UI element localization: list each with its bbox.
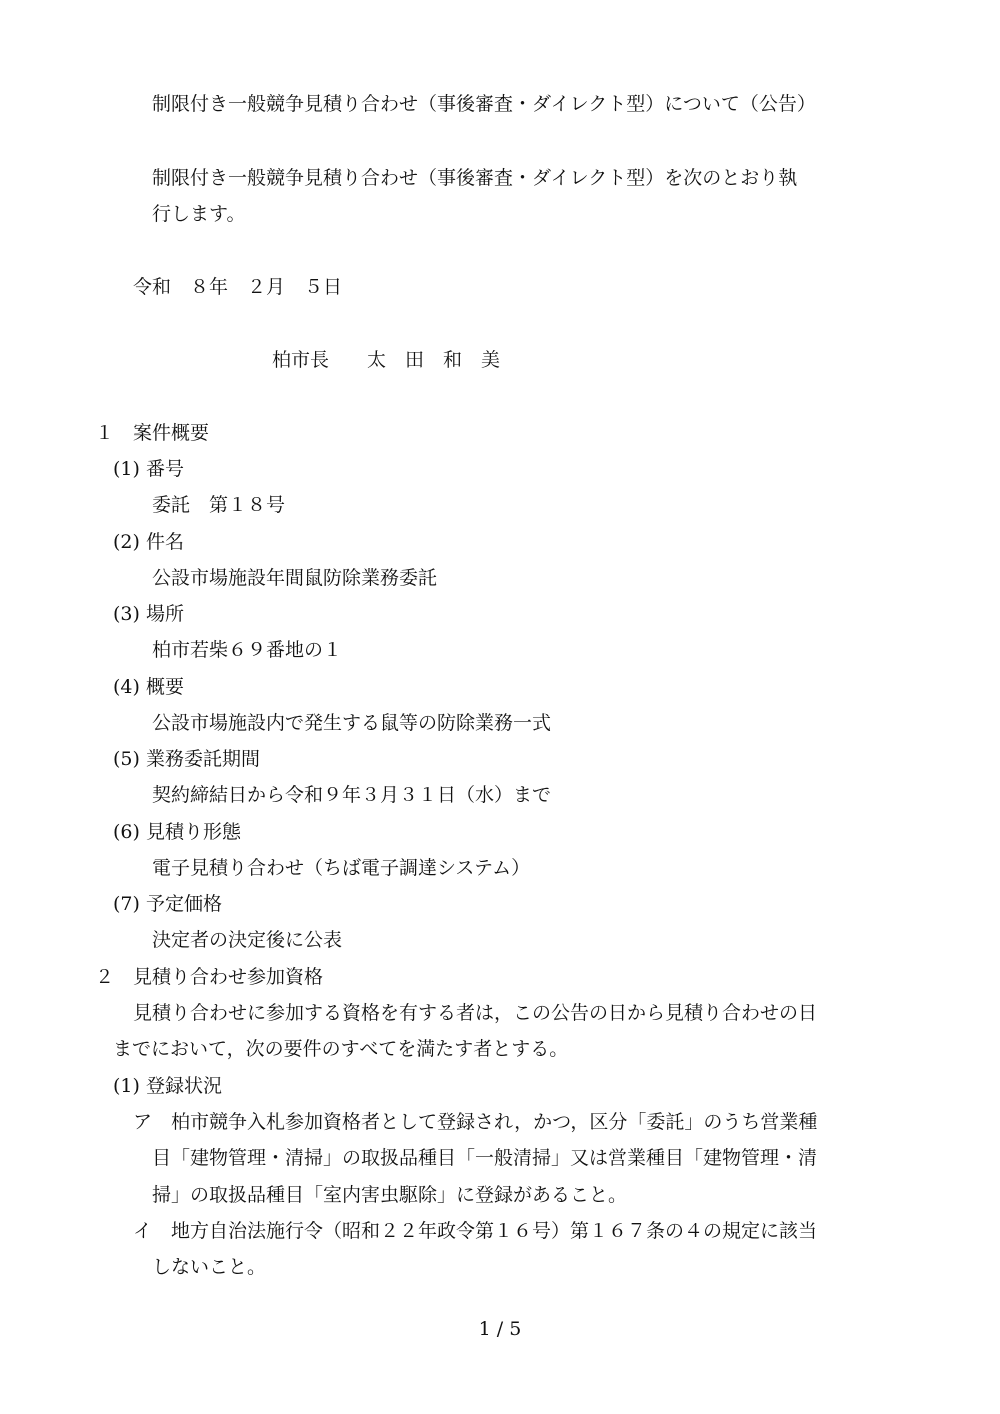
intro-line-2: 行します。: [152, 203, 246, 225]
requirement-a-line-2: 目「建物管理・清掃」の取扱品種目「一般清掃」又は営業種目「建物管理・清: [152, 1147, 818, 1169]
requirement-a-line-1: ア 柏市競争入札参加資格者として登録され，かつ，区分「委託」のうち営業種: [133, 1111, 818, 1133]
document-title: 制限付き一般競争見積り合わせ（事後審査・ダイレクト型）について（公告）: [152, 93, 816, 115]
requirement-a-line-3: 掃」の取扱品種目「室内害虫駆除」に登録があること。: [152, 1184, 628, 1206]
item-3-label: (3) 場所: [113, 603, 184, 625]
requirement-i-line-1: イ 地方自治法施行令（昭和２２年政令第１６号）第１６７条の４の規定に該当: [133, 1220, 818, 1242]
item-4-label: (4) 概要: [113, 676, 184, 698]
section-2-paragraph-line-2: までにおいて，次の要件のすべてを満たす者とする。: [113, 1038, 569, 1060]
section-2-paragraph-line-1: 見積り合わせに参加する資格を有する者は，この公告の日から見積り合わせの日: [133, 1002, 818, 1024]
item-6-value: 電子見積り合わせ（ちば電子調達システム）: [152, 857, 531, 879]
item-2-label: (2) 件名: [113, 531, 184, 553]
notice-date: 令和 ８年 ２月 ５日: [133, 276, 343, 298]
intro-line-1: 制限付き一般競争見積り合わせ（事後審査・ダイレクト型）を次のとおり執: [152, 167, 798, 189]
requirement-i-line-2: しないこと。: [152, 1256, 267, 1278]
section-1-heading: １ 案件概要: [95, 422, 210, 444]
item-1-value: 委託 第１８号: [152, 494, 286, 516]
sub-1-label: (1) 登録状況: [113, 1075, 222, 1097]
item-4-value: 公設市場施設内で発生する鼠等の防除業務一式: [152, 712, 552, 734]
page-number: 1 / 5: [478, 1318, 522, 1340]
issuer-name: 柏市長 太 田 和 美: [272, 349, 501, 371]
item-3-value: 柏市若柴６９番地の１: [152, 639, 343, 661]
item-6-label: (6) 見積り形態: [113, 821, 241, 843]
item-5-label: (5) 業務委託期間: [113, 748, 260, 770]
section-2-heading: ２ 見積り合わせ参加資格: [95, 966, 324, 988]
item-7-value: 決定者の決定後に公表: [152, 929, 343, 951]
item-5-value: 契約締結日から令和９年３月３１日（水）まで: [152, 784, 552, 806]
item-1-label: (1) 番号: [113, 458, 184, 480]
item-2-value: 公設市場施設年間鼠防除業務委託: [152, 567, 438, 589]
item-7-label: (7) 予定価格: [113, 893, 222, 915]
